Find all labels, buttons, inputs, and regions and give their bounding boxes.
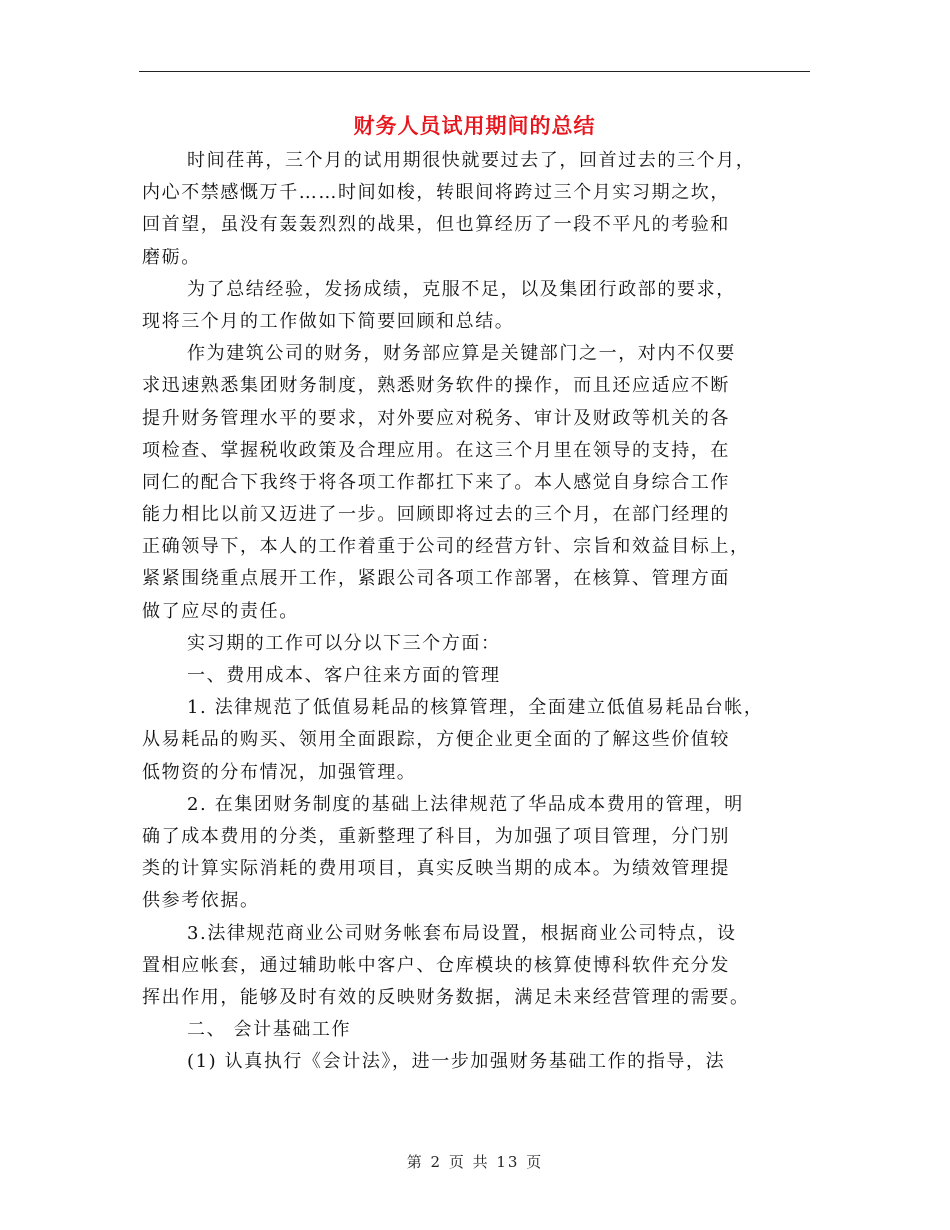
text-line: 2. 在集团财务制度的基础上法律规范了华品成本费用的管理，明 <box>187 793 744 815</box>
text-line: 3.法律规范商业公司财务帐套布局设置，根据商业公司特点，设 <box>187 922 737 944</box>
text-line: 能力相比以前又迈进了一步。回顾即将过去的三个月，在部门经理的 <box>142 504 730 526</box>
text-line: 挥出作用，能够及时有效的反映财务数据，满足未来经营管理的需要。 <box>142 986 750 1008</box>
text-line: 二、 会计基础工作 <box>187 1019 352 1041</box>
text-line: 现将三个月的工作做如下简要回顾和总结。 <box>142 310 515 332</box>
text-line: 作为建筑公司的财务，财务部应算是关键部门之一，对内不仅要 <box>187 343 736 365</box>
text-line: 实习期的工作可以分以下三个方面： <box>187 632 501 654</box>
text-line: 为了总结经验，发扬成绩，克服不足，以及集团行政部的要求， <box>187 278 736 300</box>
text-line: (1) 认真执行《会计法》，进一步加强财务基础工作的指导，法 <box>187 1051 726 1073</box>
text-line: 磨砺。 <box>142 246 201 268</box>
header-rule <box>139 71 810 72</box>
text-line: 做了应尽的责任。 <box>142 600 299 622</box>
text-line: 同仁的配合下我终于将各项工作都扛下来了。本人感觉自身综合工作 <box>142 471 730 493</box>
text-line: 供参考依据。 <box>142 890 260 912</box>
text-line: 内心不禁感慨万千……时间如梭，转眼间将跨过三个月实习期之坎， <box>142 182 730 204</box>
text-line: 从易耗品的购买、领用全面跟踪，方便企业更全面的了解这些价值较 <box>142 729 730 751</box>
text-line: 置相应帐套，通过辅助帐中客户、仓库模块的核算使博科软件充分发 <box>142 954 730 976</box>
document-body <box>142 145 817 1078</box>
text-line: 紧紧围绕重点展开工作，紧跟公司各项工作部署，在核算、管理方面 <box>142 568 730 590</box>
text-line: 正确领导下，本人的工作着重于公司的经营方针、宗旨和效益目标上， <box>142 536 750 558</box>
text-line: 确了成本费用的分类，重新整理了科目，为加强了项目管理，分门别 <box>142 825 730 847</box>
text-line: 回首望，虽没有轰轰烈烈的战果，但也算经历了一段不平凡的考验和 <box>142 214 730 236</box>
text-line: 项检查、掌握税收政策及合理应用。在这三个月里在领导的支持，在 <box>142 439 730 461</box>
text-line: 提升财务管理水平的要求，对外要应对税务、审计及财政等机关的各 <box>142 407 730 429</box>
text-line: 类的计算实际消耗的费用项目，真实反映当期的成本。为绩效管理提 <box>142 858 730 880</box>
page-footer: 第 2 页 共 13 页 <box>406 1153 544 1171</box>
text-line: 一、费用成本、客户往来方面的管理 <box>187 665 501 686</box>
text-line: 1. 法律规范了低值易耗品的核算管理，全面建立低值易耗品台帐， <box>187 697 764 719</box>
text-line: 时间荏苒，三个月的试用期很快就要过去了，回首过去的三个月， <box>187 150 756 171</box>
document-title: 财务人员试用期间的总结 <box>353 113 596 138</box>
text-line: 低物资的分布情况，加强管理。 <box>142 761 417 783</box>
text-line: 求迅速熟悉集团财务制度，熟悉财务软件的操作，而且还应适应不断 <box>142 375 730 397</box>
